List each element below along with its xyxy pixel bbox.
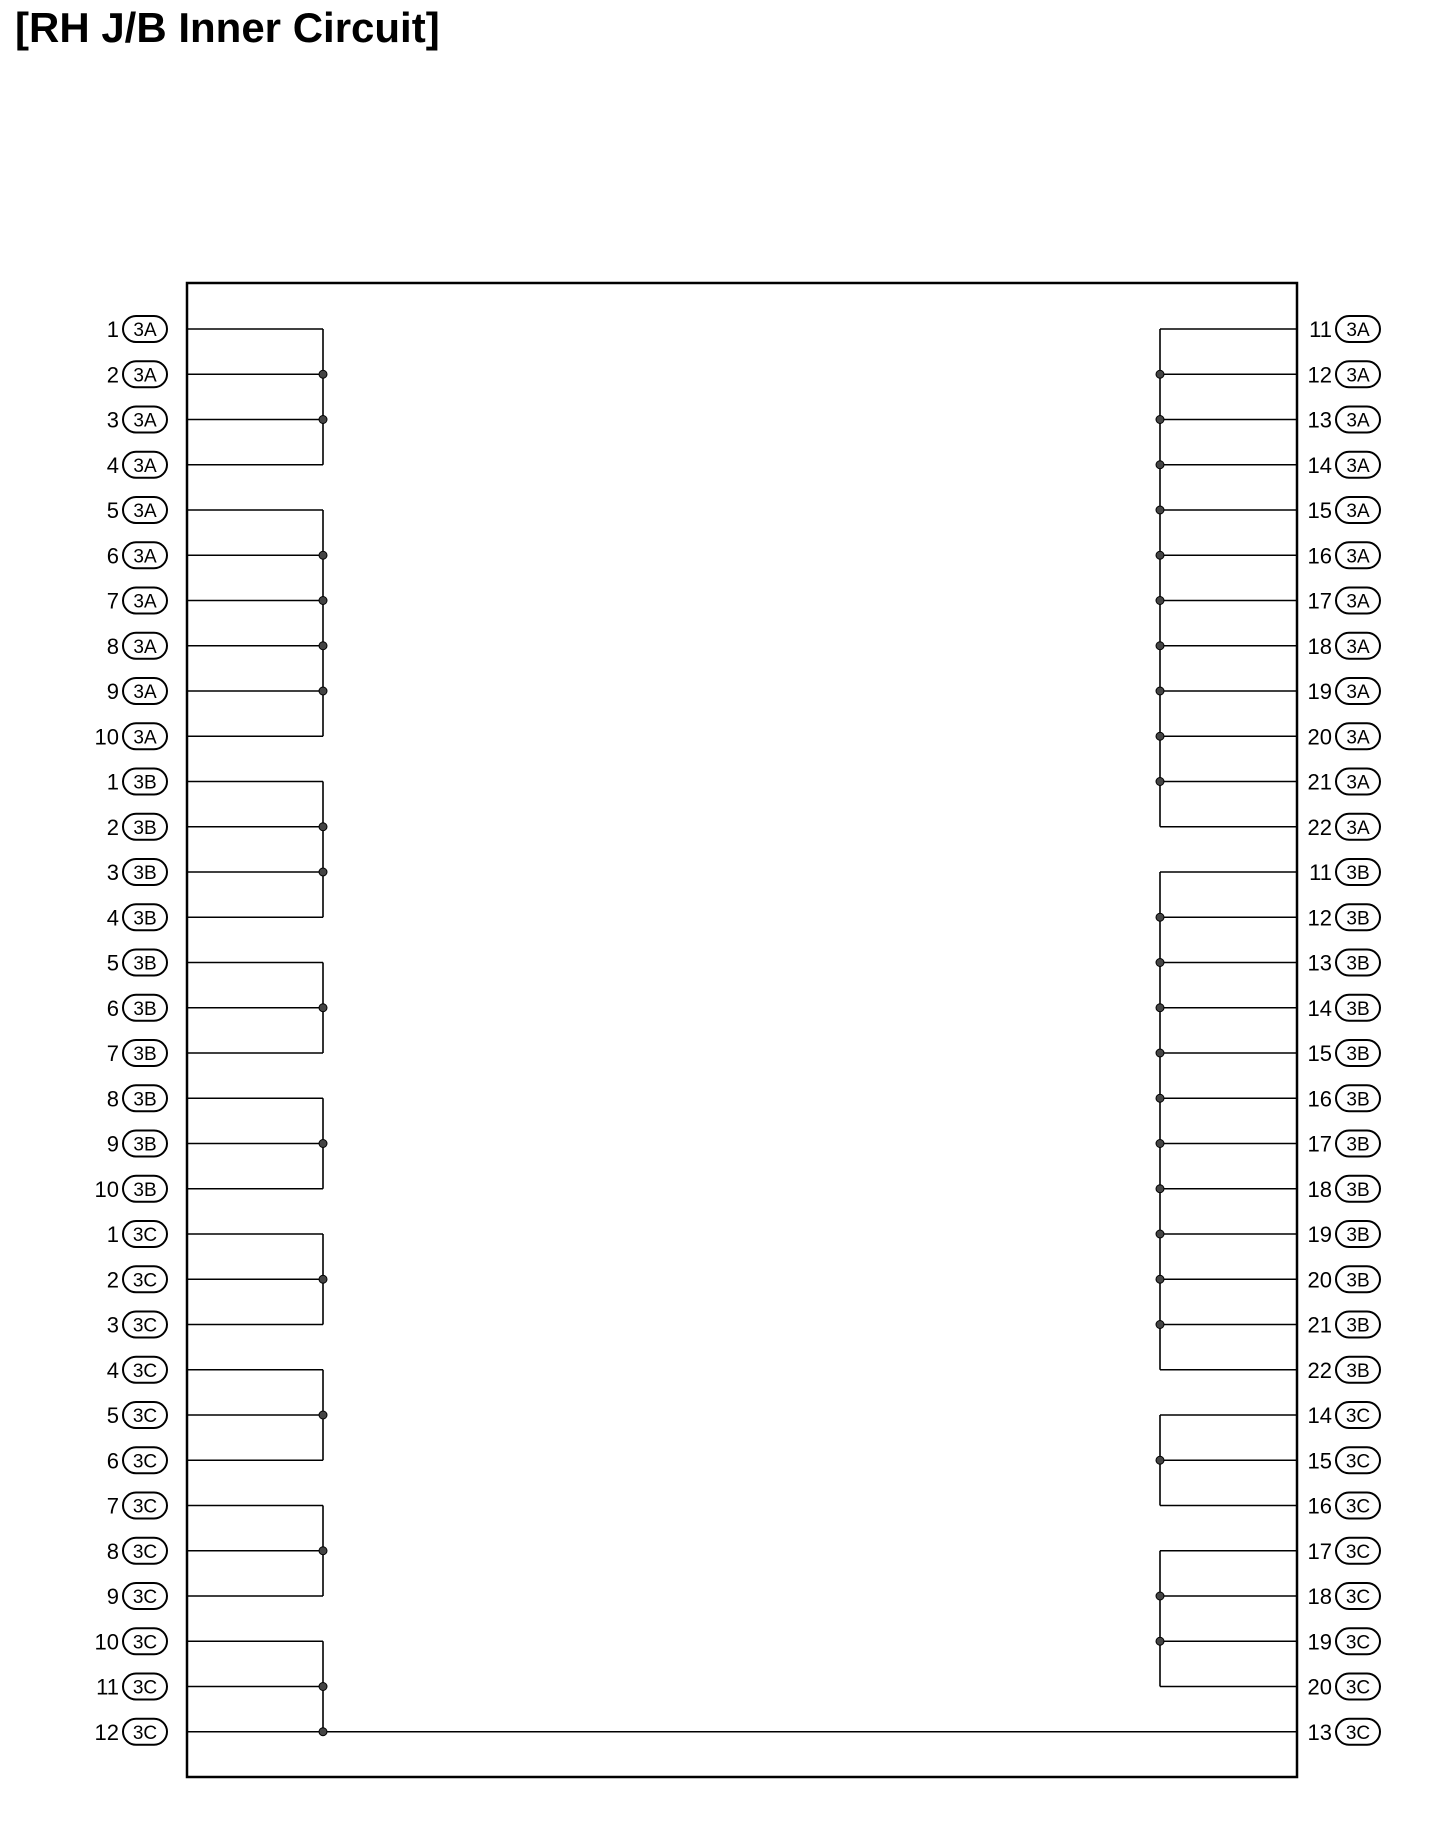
left-pin-labels [95,316,167,1745]
connector-code: 3C [132,1406,158,1427]
pin-number: 18 [1307,1176,1332,1202]
pin-label [1308,1221,1380,1247]
pin-label [107,1085,167,1111]
pin-label [107,1447,167,1473]
connector-code: 3B [133,1044,157,1065]
pin-number: 18 [1307,1584,1332,1609]
connector-code: 3A [1346,682,1370,703]
connector-code: 3B [133,1089,157,1111]
connector-code: 3C [1345,1451,1371,1473]
pin-label [107,814,167,840]
connector-code: 3B [133,908,157,930]
pin-number: 5 [106,1403,119,1428]
pin-label [1308,1085,1380,1111]
pin-label [107,497,167,523]
pin-label [107,361,167,387]
connector-code: 3A [133,636,157,658]
connector-code: 3C [1345,1406,1371,1427]
junction-node [319,823,327,831]
pin-label [1308,1628,1380,1654]
connector-code: 3A [1346,591,1370,613]
pin-label [1309,316,1380,342]
junction-node [1156,778,1164,786]
junction-node [319,1547,327,1555]
pin-number: 11 [1309,860,1332,885]
pin-number: 22 [1307,814,1332,840]
junction-node [1156,597,1164,605]
pin-number: 13 [1307,407,1332,433]
junction-node [1156,1140,1164,1148]
junction-node [1156,642,1164,650]
connector-code: 3C [132,1225,158,1246]
pin-label [107,904,167,930]
connector-code: 3A [133,320,157,341]
pin-number: 5 [106,498,119,523]
connector-code: 3A [133,365,157,387]
connector-code: 3B [1346,863,1370,884]
pin-label [107,1357,167,1383]
pin-label [1308,904,1380,930]
pin-number: 20 [1307,724,1332,750]
connector-code: 3B [133,1179,157,1201]
pin-number: 5 [106,950,119,976]
junction-node [1156,461,1164,469]
connector-code: 3C [1345,1722,1371,1744]
connector-code: 3A [1346,455,1370,477]
connector-code: 3C [132,1677,158,1699]
junction-node [1156,416,1164,424]
junction-node [1156,1094,1164,1102]
pin-number: 21 [1307,1312,1332,1338]
junction-node [1156,913,1164,921]
pin-number: 8 [106,633,119,659]
pin-number: 10 [94,1176,119,1202]
connector-code: 3B [133,772,157,794]
connector-code: 3A [1346,727,1370,749]
connector-code: 3A [1346,410,1370,432]
connector-code: 3C [1345,1632,1371,1654]
pin-number: 19 [1307,1222,1332,1247]
connector-code: 3A [1346,817,1370,839]
pin-label [107,407,167,433]
pin-number: 14 [1307,452,1332,478]
junction-block-outline [187,283,1297,1777]
pin-number: 2 [106,362,119,388]
connector-code: 3B [1346,1089,1370,1111]
junction-node [1156,687,1164,695]
pin-label [107,1040,167,1066]
connector-code: 3A [133,727,157,749]
junction-node [319,597,327,605]
connector-code: 3C [132,1270,158,1292]
junction-node [1156,1004,1164,1012]
pin-label [1308,452,1380,478]
pin-label [1308,678,1380,704]
connector-code: 3B [1346,1360,1370,1382]
pin-number: 8 [106,1538,119,1564]
connector-code: 3A [133,410,157,432]
connector-code: 3B [1346,1044,1370,1065]
pin-label [107,316,167,342]
pin-number: 13 [1307,950,1332,976]
pin-number: 10 [94,724,119,750]
pin-label [1308,1040,1380,1066]
pin-number: 15 [1307,1448,1332,1474]
pin-number: 12 [94,1719,119,1745]
pin-label [95,1176,167,1202]
connector-code: 3C [132,1496,158,1518]
connector-code: 3B [1346,1270,1370,1292]
connector-code: 3B [1346,1315,1370,1337]
junction-node [1156,1275,1164,1283]
connector-code: 3C [132,1451,158,1473]
junction-node [1156,959,1164,967]
page-title: [RH J/B Inner Circuit] [15,4,440,51]
pin-label [107,1221,167,1247]
pin-label [1308,497,1380,523]
pin-label [1308,1493,1380,1519]
pin-label [107,1402,167,1428]
connector-code: 3B [1346,953,1370,975]
junction-node [1156,1592,1164,1600]
pin-label [107,1538,167,1564]
pin-number: 9 [106,1131,119,1157]
pin-number: 17 [1307,588,1332,614]
pin-number: 16 [1307,1086,1332,1112]
pin-label [107,1493,167,1519]
connector-code: 3C [1345,1587,1371,1608]
pin-label [1308,588,1380,614]
junction-node [319,1004,327,1012]
pin-number: 2 [106,814,119,840]
connector-code: 3B [1346,908,1370,930]
pin-number: 4 [106,452,119,478]
pin-label [1308,1312,1380,1338]
pin-number: 16 [1307,1493,1332,1519]
pin-number: 21 [1307,769,1332,795]
pin-number: 19 [1307,1629,1332,1655]
pin-number: 11 [1309,317,1332,342]
junction-node [319,416,327,424]
connector-code: 3C [132,1722,158,1744]
junction-node [319,551,327,559]
pin-label [1308,1538,1380,1564]
pin-label [95,1628,167,1654]
pin-number: 15 [1307,1041,1332,1066]
pin-label [1309,859,1380,885]
pin-label [1308,769,1380,795]
junction-node [1156,506,1164,514]
pin-label [95,723,167,749]
connector-code: 3A [1346,501,1370,522]
junction-node [319,1728,327,1736]
pin-number: 14 [1307,1403,1332,1428]
pin-number: 20 [1307,1674,1332,1700]
pin-number: 18 [1307,633,1332,659]
pin-label [95,1719,167,1745]
junction-node [1156,1321,1164,1329]
pin-number: 4 [106,905,119,931]
pin-number: 1 [106,1222,119,1247]
connector-code: 3B [133,1134,157,1156]
pin-number: 17 [1307,1538,1332,1564]
connector-code: 3A [1346,365,1370,387]
pin-label [1308,633,1380,659]
pin-number: 15 [1307,498,1332,523]
pin-label [107,1583,167,1609]
connector-code: 3C [132,1587,158,1608]
pin-label [107,950,167,976]
pin-number: 7 [106,1041,119,1066]
pin-number: 12 [1307,905,1332,931]
connector-code: 3B [133,953,157,975]
pin-number: 14 [1307,995,1332,1021]
pin-number: 20 [1307,1267,1332,1293]
junction-node [1156,1049,1164,1057]
pin-number: 3 [106,860,119,885]
wires-layer [187,329,1297,1732]
connector-code: 3C [132,1541,158,1563]
connector-code: 3A [1346,546,1370,568]
pin-label [1308,1131,1380,1157]
pin-label [1308,1447,1380,1473]
pin-number: 17 [1307,1131,1332,1157]
pin-label [1308,1583,1380,1609]
pin-label [1308,814,1380,840]
junction-node [319,1683,327,1691]
connector-code: 3A [1346,772,1370,794]
pin-label [1308,1402,1380,1428]
connector-code: 3C [1345,1496,1371,1518]
pin-label [1308,1266,1380,1292]
pin-number: 4 [106,1357,119,1383]
connector-code: 3A [133,501,157,522]
connector-code: 3A [133,682,157,703]
junction-node [1156,1637,1164,1645]
pin-number: 9 [106,679,119,704]
pin-number: 8 [106,1086,119,1112]
junction-node [319,370,327,378]
pin-label [1308,542,1380,568]
junction-node [1156,1185,1164,1193]
junction-node [319,642,327,650]
pin-label [107,995,167,1021]
pin-number: 11 [96,1674,119,1700]
pin-number: 6 [106,1448,119,1474]
pin-number: 16 [1307,543,1332,569]
pin-number: 22 [1307,1357,1332,1383]
pin-label [107,1131,167,1157]
pin-number: 1 [106,769,119,795]
pin-number: 2 [106,1267,119,1293]
nodes-layer [319,370,1164,1736]
connector-code: 3B [1346,1134,1370,1156]
pin-label [1308,1719,1380,1745]
pin-number: 10 [94,1629,119,1655]
pin-label [1308,723,1380,749]
pin-label [107,633,167,659]
pin-number: 3 [106,1312,119,1338]
junction-node [1156,732,1164,740]
junction-node [319,868,327,876]
pin-label [107,1312,167,1338]
junction-node [319,1275,327,1283]
connector-code: 3B [1346,998,1370,1020]
pin-label [1308,1674,1380,1700]
pin-label [107,1266,167,1292]
connector-code: 3A [1346,636,1370,658]
pin-label [1308,995,1380,1021]
connector-code: 3B [133,998,157,1020]
pin-label [96,1674,167,1700]
connector-code: 3B [133,863,157,884]
right-pin-labels [1308,316,1380,1745]
pin-label [107,452,167,478]
pin-number: 7 [106,1493,119,1519]
junction-node [319,687,327,695]
connector-code: 3C [132,1360,158,1382]
connector-code: 3C [1345,1541,1371,1563]
pin-label [107,588,167,614]
connector-code: 3A [133,546,157,568]
junction-node [1156,370,1164,378]
connector-code: 3B [133,817,157,839]
pin-number: 13 [1307,1719,1332,1745]
junction-node [1156,1456,1164,1464]
connector-code: 3B [1346,1225,1370,1246]
pin-number: 9 [106,1584,119,1609]
pin-label [1308,950,1380,976]
connector-code: 3C [132,1632,158,1654]
pin-number: 7 [106,588,119,614]
pin-number: 12 [1307,362,1332,388]
pin-number: 3 [106,407,119,433]
connector-code: 3A [133,455,157,477]
pin-label [107,678,167,704]
junction-node [1156,551,1164,559]
pin-number: 19 [1307,679,1332,704]
connector-code: 3A [133,591,157,613]
junction-node [319,1140,327,1148]
pin-number: 6 [106,995,119,1021]
connector-code: 3B [1346,1179,1370,1201]
pin-label [1308,1357,1380,1383]
pin-label [107,542,167,568]
pin-label [107,769,167,795]
junction-node [319,1411,327,1419]
pin-label [1308,1176,1380,1202]
connector-code: 3A [1346,320,1370,341]
pin-label [1308,407,1380,433]
pin-label [1308,361,1380,387]
pin-label [107,859,167,885]
connector-code: 3C [132,1315,158,1337]
connector-code: 3C [1345,1677,1371,1699]
junction-node [1156,1230,1164,1238]
pin-number: 1 [106,317,119,342]
pin-number: 6 [106,543,119,569]
